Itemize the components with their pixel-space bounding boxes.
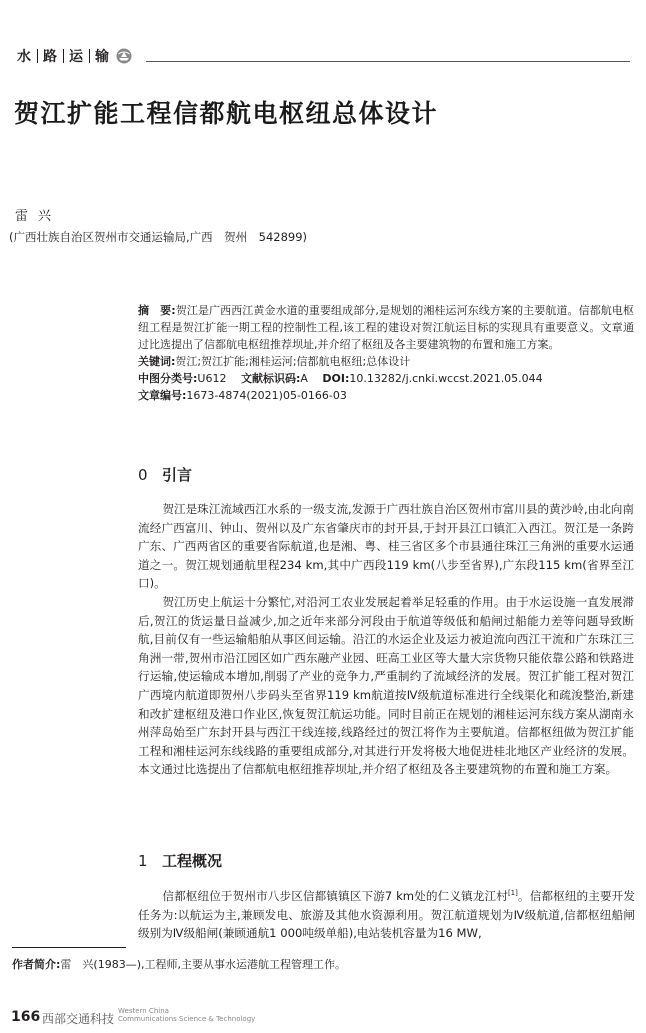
abstract-text: 贺江是广西西江黄金水道的重要组成部分,是规划的湘桂运河东线方案的主要航道。信都航电枢纽工程是贺江扩能一期工程的控制性工程,该工程的建设对贺江航运目标的实现具有重要意义。文章通过比选提出了信都航电枢纽推荐坝址,并介绍了枢纽及各主要建筑物的布置和施工方案。	[138, 304, 634, 351]
divider	[63, 49, 64, 63]
keywords-label: 关键词:	[138, 355, 176, 368]
author-affiliation: (广西壮族自治区贺州市交通运输局,广西 贺州 542899)	[9, 230, 308, 244]
footnote-label: 作者简介:	[12, 958, 61, 971]
ship-emblem-icon	[116, 48, 132, 64]
header-rule	[146, 61, 630, 62]
divider	[89, 49, 90, 63]
section-number: 0	[138, 466, 148, 484]
body-paragraph: 贺江是珠江流域西江水系的一级支流,发源于广西壮族自治区贺州市富川县的黄沙岭,由北向南流经广西富川、钟山、贺州以及广东省肇庆市的封开县,于封开县江口镇汇入西江。贺江是一条跨广东、广西两省区的重要省际航道,也是湘、粤、桂三省区多个市县通往珠江三角洲的重要水运通道之一。贺江规划通航里程234 km,其中广西段119 km(八步至省界),广东段115 km(省界至江口)。	[138, 502, 634, 591]
section-tag-char: 路	[43, 49, 58, 65]
classification-line	[138, 370, 634, 387]
doi-value: 10.13282/j.cnki.wccst.2021.05.044	[349, 372, 543, 385]
doc-code-label: 文献标识码:	[240, 372, 301, 385]
section-heading	[138, 850, 222, 871]
article-number-label: 文章编号:	[138, 389, 187, 402]
journal-name-en	[118, 1007, 255, 1023]
doc-code-value: A	[300, 372, 308, 385]
article-number-value: 1673-4874(2021)05-0166-03	[186, 389, 347, 402]
clc-label: 中图分类号:	[138, 372, 198, 385]
clc-value: U612	[197, 372, 227, 385]
abstract-label: 摘 要:	[138, 304, 176, 317]
abstract-block	[138, 302, 634, 404]
article-number-line	[138, 387, 634, 404]
author-bio-footnote	[12, 956, 346, 972]
section-tag	[17, 46, 132, 66]
body-text: 信都枢纽位于贺州市八步区信都镇镇区下游7 km处的仁义镇龙江村	[162, 889, 508, 903]
footnote-text: 雷 兴(1983—),工程师,主要从事水运港航工程管理工作。	[60, 958, 346, 971]
section-body	[138, 887, 635, 943]
journal-name-en-line: Communications Science & Technology	[118, 1015, 256, 1023]
abstract-paragraph	[138, 302, 634, 353]
section-title: 引言	[162, 466, 193, 484]
citation-ref: [1]	[507, 889, 518, 898]
body-paragraph: 贺江历史上航运十分繁忙,对沿河工农业发展起着举足轻重的作用。由于水运设施一直发展滞后,贺江的货运量日益减少,加之近年来部分河段由于航道等级低和船闸过船能力差等问题导致断航,目前仅有一些运输船舶从事区间运输。沿江的水运企业及运力被迫流向西江干流和广东珠江三角洲一带,贺州市沿江园区如广西东融产业园、旺高工业区等大量大宗货物只能依靠公路和铁路进行运输,使运输成本增加,削弱了产业的竞争力,严重制约了流域经济的发展。贺江扩能工程对贺江广西境内航道即贺州八步码头至省界119 km航道按Ⅳ级航道标准进行全线渠化和疏浚整治,新建和改扩建枢纽及港口作业区,恢复贺江航运功能。同时目前正在规划的湘桂运河东线方案从湖南永州萍岛始至广东封开县与西江干线连接,线路经过的贺江将作为主要航道。信都枢纽做为贺江扩能工程和湘桂运河东线线路的重要组成部分,对其进行开发将极大地促进桂北地区产业经济的发展。本文通过比选提出了信都航电枢纽推荐坝址,并介绍了枢纽及各主要建筑物的布置和施工方案。	[138, 594, 634, 777]
section-heading	[138, 464, 192, 485]
keywords-text: 贺江;贺江扩能;湘桂运河;信都航电枢纽;总体设计	[175, 355, 411, 368]
body-text: 。信都枢纽的主要开发任务为:以航运为主,兼顾发电、旅游及其他水资源利用。贺江航道规划为Ⅳ级航道,信都枢纽船闸级别为Ⅳ级船闸(兼顾通航1 000吨级单船),电站装机容量为16 MW,	[138, 889, 635, 941]
body-paragraph	[138, 887, 635, 943]
journal-name-cn: 西部交通科技	[42, 1012, 115, 1026]
section-title: 工程概况	[162, 852, 223, 870]
section-number: 1	[138, 852, 148, 870]
footnote-rule	[12, 947, 126, 948]
page-number: 166	[11, 1009, 41, 1025]
doi-label: DOI:	[322, 372, 350, 385]
journal-name-en-line: Western China	[118, 1007, 169, 1015]
section-tag-char: 运	[69, 49, 84, 65]
divider	[37, 49, 38, 63]
keywords-line	[138, 353, 634, 370]
article-title: 贺江扩能工程信都航电枢纽总体设计	[14, 99, 439, 128]
author-name: 雷兴	[15, 209, 62, 224]
section-tag-char: 水	[17, 49, 32, 65]
section-body	[138, 500, 634, 779]
section-tag-char: 输	[95, 49, 110, 65]
